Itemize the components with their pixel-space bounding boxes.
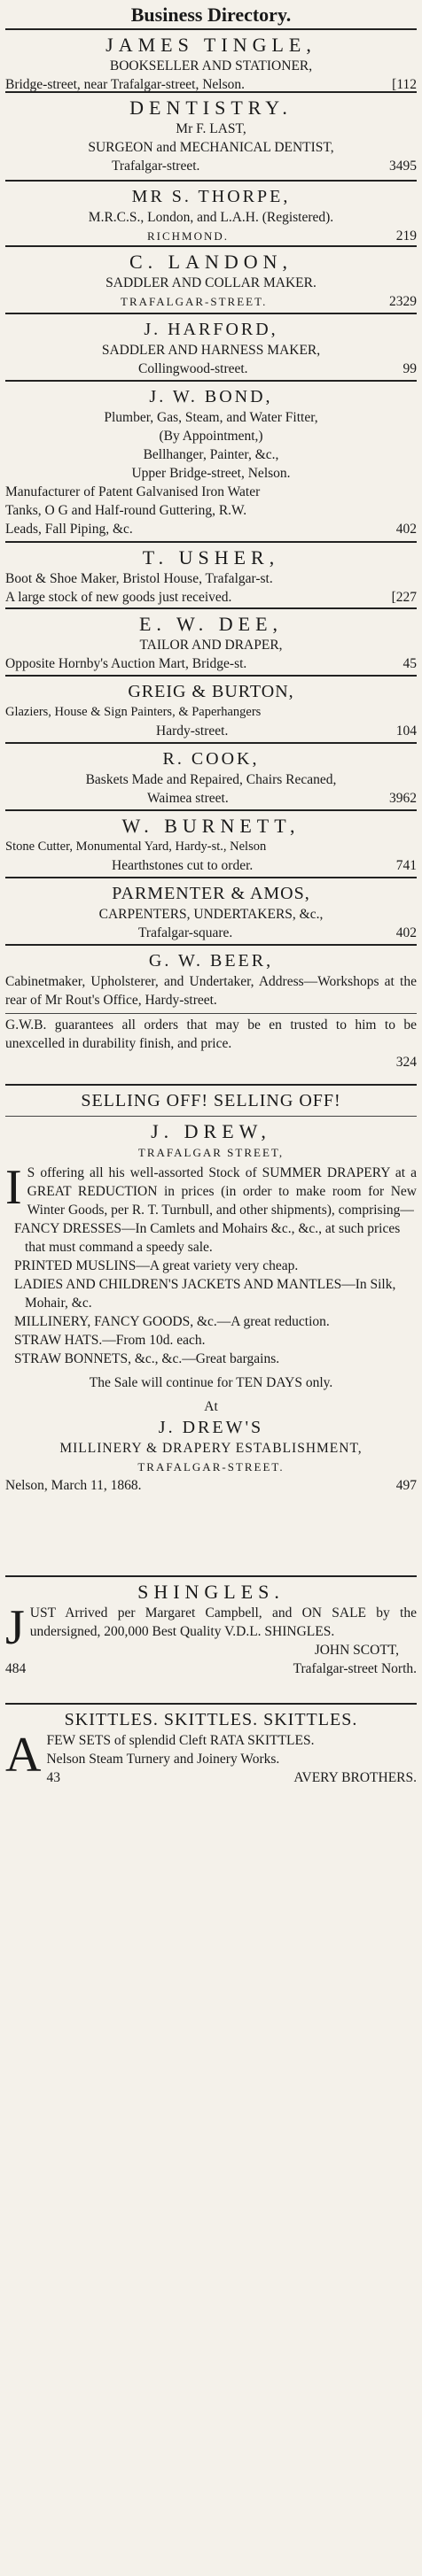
ad-name: G. W. BEER, [148,951,274,971]
ad-address: Opposite Hornby's Auction Mart, Bridge-st. [5,656,247,671]
ad-line: A large stock of new goods just received. [5,590,232,605]
ad-headline: SELLING OFF! SELLING OFF! [81,1091,341,1110]
ad-list-item: MILLINERY, FANCY GOODS, &c.—A great reduction. [14,1314,330,1329]
ad-line: Stone Cutter, Monumental Yard, Hardy-st., Nelson [5,839,267,854]
ad-address: Waimea street. [147,791,229,806]
ad-landon [5,247,417,314]
ad-burnett [5,811,417,878]
ad-ref: 402 [395,925,417,940]
ad-line: SADDLER AND HARNESS MAKER, [101,343,321,358]
ad-ref: 3495 [389,159,417,174]
inner-rule [5,1116,417,1117]
drop-cap: J [5,1600,25,1655]
ad-footer [5,856,417,875]
ad-signer: JOHN SCOTT, [314,1643,399,1658]
ad-dee [5,609,417,677]
ad-footer [5,1659,417,1678]
ad-name: Mr F. LAST, [176,121,246,136]
ad-name: JAMES TINGLE, [106,34,316,56]
ad-ref: 3962 [389,791,417,806]
ad-line: Bellhanger, Painter, &c., [143,447,279,462]
ad-dentistry [5,93,417,182]
ad-footer [5,75,417,93]
ad-name: MR S. THORPE, [131,187,291,206]
ad-name: PARMENTER & AMOS, [112,884,310,903]
ad-line: SADDLER AND COLLAR MAKER. [106,275,316,290]
ad-ref: 219 [395,228,417,244]
ad-address: Trafalgar-street. [112,159,200,174]
ad-footer [5,924,417,942]
directory-masthead: Business Directory. [130,4,292,26]
ad-line: Manufacturer of Patent Galvanised Iron Water [5,484,261,499]
ad-thorpe [5,182,417,247]
ad-ref: 402 [395,522,417,537]
ad-paragraph: Cabinetmaker, Upholsterer, and Undertaker, Address—Workshops at the rear of Mr Rout's Office, Hardy-street. [5,974,417,1008]
ad-footer [5,1476,417,1495]
ad-ref: 99 [402,361,417,376]
ad-line: TAILOR AND DRAPER, [139,638,283,653]
ad-line: Leads, Fall Piping, &c. [5,522,133,537]
ad-line: Tanks, O G and Half-round Guttering, R.W. [5,503,247,518]
drop-cap: A [5,1728,42,1783]
ad-address: Collingwood-street. [138,361,248,376]
ad-drew [5,1086,417,1577]
inner-rule [5,1013,417,1014]
ad-name: E. W. DEE, [138,613,284,635]
ad-signer: AVERY BROTHERS. [293,1770,417,1785]
ad-name: C. LANDON, [129,251,293,273]
ad-line: Plumber, Gas, Steam, and Water Fitter, [104,410,318,425]
ad-line: M.R.C.S., London, and L.A.H. (Registered). [88,210,334,225]
ad-list-item: PRINTED MUSLINS—A great variety very cheap. [14,1258,299,1273]
ad-body: UST Arrived per Margaret Campbell, and ON SALE by the undersigned, 200,000 Best Quality V.D.L. SHINGLES. [29,1605,417,1639]
ad-footer [5,588,417,607]
ad-skittles [5,1705,417,1802]
ad-line: TRAFALGAR STREET, [137,1146,285,1159]
drop-cap: I [5,1160,22,1215]
ad-address: TRAFALGAR-STREET. [121,295,268,308]
ad-harford [5,314,417,382]
ad-address: Hardy-street. [156,723,229,739]
ad-line: (By Appointment,) [159,429,263,444]
ad-list-item: LADIES AND CHILDREN'S JACKETS AND MANTLES—In Silk, Mohair, &c. [14,1277,396,1311]
ad-list-item: STRAW BONNETS, &c., &c.—Great bargains. [14,1351,280,1366]
ad-line: The Sale will continue for TEN DAYS only. [89,1375,333,1390]
ad-footer [5,360,417,378]
ad-shingles [5,1577,417,1705]
ad-footer [46,1768,417,1787]
ad-ref: [112 [392,77,417,92]
ad-name: J. W. BOND, [149,387,273,406]
ad-ref: 45 [402,656,417,671]
ad-ref: 43 [46,1770,60,1785]
ad-footer [5,520,417,538]
ad-cook [5,744,417,811]
ad-name: R. COOK, [162,749,260,769]
ad-name: W. BURNETT, [121,815,301,837]
ad-line: Upper Bridge-street, Nelson. [131,466,291,481]
ad-body: Nelson Steam Turnery and Joinery Works. [46,1752,280,1767]
ad-line: TRAFALGAR-STREET. [137,1460,285,1474]
ad-ref: 741 [395,858,417,873]
section-heading: SKITTLES. SKITTLES. SKITTLES. [64,1710,358,1729]
section-heading: DENTISTRY. [129,97,293,119]
ad-paragraph [5,1160,417,1219]
ad-list-item: FANCY DRESSES—In Camlets and Mohairs &c., &c., at such prices that must command a speedy sale. [14,1221,401,1255]
ad-ref: [227 [391,590,417,605]
ad-name: GREIG & BURTON, [128,682,294,701]
ad-line: Hearthstones cut to order. [112,858,254,873]
ad-footer [5,227,417,245]
ad-footer [5,654,417,673]
ad-ref: 497 [395,1478,417,1493]
ad-line: SURGEON and MECHANICAL DENTIST, [88,140,334,155]
ad-line: Boot & Shoe Maker, Bristol House, Trafalgar-st. [5,571,273,586]
ad-name: J. HARFORD, [144,320,278,339]
ad-address: RICHMOND. [147,229,230,243]
ad-line: BOOKSELLER AND STATIONER, [109,58,313,73]
ad-list-item: STRAW HATS.—From 10d. each. [14,1333,206,1348]
ad-beer [5,946,417,1086]
ad-bond [5,382,417,543]
ad-address: Bridge-street, near Trafalgar-street, Nelson. [5,77,245,92]
ad-footer [5,157,417,175]
ad-footer [5,722,417,740]
ad-name: J. DREW'S [158,1418,264,1437]
ad-tingle [5,30,417,93]
ad-date: Nelson, March 11, 1868. [5,1478,142,1493]
ad-name: J. DREW, [151,1120,271,1142]
ad-footer [5,292,417,311]
ad-ref: 324 [395,1055,417,1070]
section-heading: SHINGLES. [137,1581,285,1603]
ad-ref: 104 [395,723,417,739]
ad-line: MILLINERY & DRAPERY ESTABLISHMENT, [59,1441,363,1456]
ad-address: Trafalgar-street North. [293,1661,417,1676]
ad-intro: S offering all his well-assorted Stock of SUMMER DRAPERY at a GREAT REDUCTION in prices (in order to make room for New Winter Goods, per R. T. Turnbull, and other shipments), comprising— [27,1165,417,1218]
ad-paragraph: G.W.B. guarantees all orders that may be en trusted to him to be unexcelled in durability finish, and price. [5,1017,417,1051]
ad-ref: 484 [5,1661,27,1676]
ad-parmenter-amos [5,878,417,946]
ad-body: FEW SETS of splendid Cleft RATA SKITTLES. [46,1733,315,1748]
ad-line: Baskets Made and Repaired, Chairs Recaned, [85,772,337,787]
ad-greig-burton [5,677,417,744]
ad-line: Glaziers, House & Sign Painters, & Paperhangers [5,705,262,719]
ad-line: At [204,1399,218,1414]
ad-name: T. USHER, [142,546,280,569]
ad-line: CARPENTERS, UNDERTAKERS, &c., [98,907,324,922]
ad-address: Trafalgar-square. [138,925,233,940]
ad-footer [5,789,417,808]
ad-usher [5,543,417,609]
ad-ref: 2329 [389,294,417,309]
